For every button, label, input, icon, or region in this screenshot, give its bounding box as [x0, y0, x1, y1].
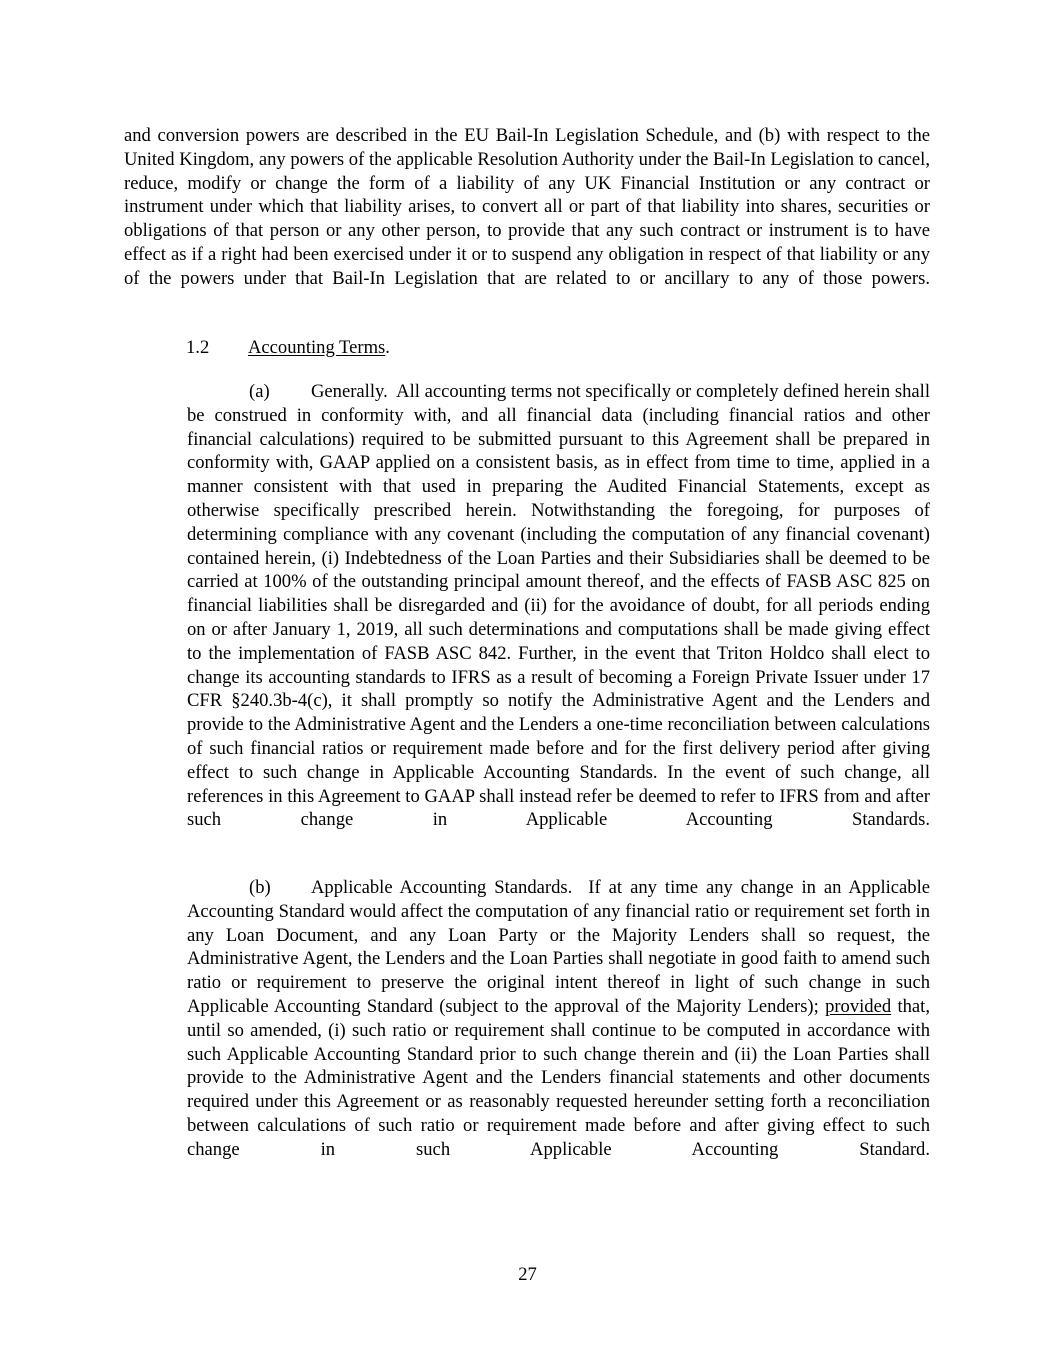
section-heading — [186, 336, 390, 360]
section-number: 1.2 — [186, 337, 210, 358]
paragraph-b-text-after: that, until so amended, (i) such ratio or requirement shall continue to be computed in accordance with such Applicable Accounting Standard prior to such change therein and (ii) the Loan Parties shall provide to the Administrative Agent and the Lenders financial statements and other documents required under this Agreement or as reasonably requested hereunder setting forth a reconciliation between calculations of such ratio or requirement made before and after giving effect to such change in such Applicable Accounting Standard. — [187, 995, 930, 1160]
paragraph-b-label: (b) — [249, 877, 271, 898]
paragraph-a — [187, 380, 930, 856]
page-number: 27 — [518, 1264, 537, 1285]
paragraph-b-text-before: If at any time any change in an Applicable Accounting Standard would affect the computation of any financial ratio or requirement set forth in any Loan Document, and any Loan Party or the Majority Lenders shall so request, the Administrative Agent, the Lenders and the Loan Parties shall negotiate in good faith to amend such ratio or requirement to preserve the original intent thereof in light of such change in such Applicable Accounting Standard (subject to the approval of the Majority Lenders); — [187, 877, 931, 1017]
paragraph-a-label: (a) — [249, 381, 270, 402]
paragraph-a-text: All accounting terms not specifically or completely defined herein shall be construed in conformity with, and all financial data (including financial ratios and other financial calculations) required to be submitted pursuant to this Agreement shall be prepared in conformity with, GAAP applied on a consistent basis, as in effect from time to time, applied in a manner consistent with that used in preparing the Audited Financial Statements, except as otherwise specifically prescribed herein. Notwithstanding the foregoing, for purposes of determining compliance with any covenant (including the computation of any financial covenant) contained herein, (i) Indebtedness of the Loan Parties and their Subsidiaries shall be deemed to be carried at 100% of the outstanding principal amount thereof, and the effects of FASB ASC 825 on financial liabilities shall be disregarded and (ii) for the avoidance of doubt, for all periods ending on or after January 1, 2019, all such determinations and computations shall be made giving effect to the implementation of FASB ASC 842. Further, in the event that Triton Holdco shall elect to change its accounting standards to IFRS as a result of becoming a Foreign Private Issuer under 17 CFR §240.3b-4(c), it shall promptly so notify the Administrative Agent and the Lenders and provide to the Administrative Agent and the Lenders a one-time reconciliation between calculations of such financial ratios or requirement made before and for the first delivery period after giving effect to such change in Applicable Accounting Standards. In the event of such change, all references in this Agreement to GAAP shall instead refer be deemed to refer to IFRS from and after such change in Applicable Accounting Standards. — [187, 381, 930, 831]
continuation-paragraph: and conversion powers are described in the EU Bail-In Legislation Schedule, and (b) with respect to the United Kingdom, any powers of the applicable Resolution Authority under the Bail-In Legislation to cancel, reduce, modify or change the form of a liability of any UK Financial Institution or any contract or instrument under which that liability arises, to convert all or part of that liability into shares, securities or obligations of that person or any other person, to provide that any such contract or instrument is to have effect as if a right had been exercised under it or to suspend any obligation in respect of that liability or any of the powers under that Bail-In Legislation that are related to or ancillary to any of those powers. — [124, 125, 930, 289]
paragraph-b-heading: Applicable Accounting Standards. — [311, 877, 573, 898]
paragraph-b — [187, 876, 930, 1185]
provided-term: provided — [825, 995, 892, 1017]
paragraph-a-heading: Generally. — [311, 381, 388, 402]
section-title-suffix: . — [385, 337, 390, 358]
section-title: Accounting Terms — [248, 337, 386, 358]
